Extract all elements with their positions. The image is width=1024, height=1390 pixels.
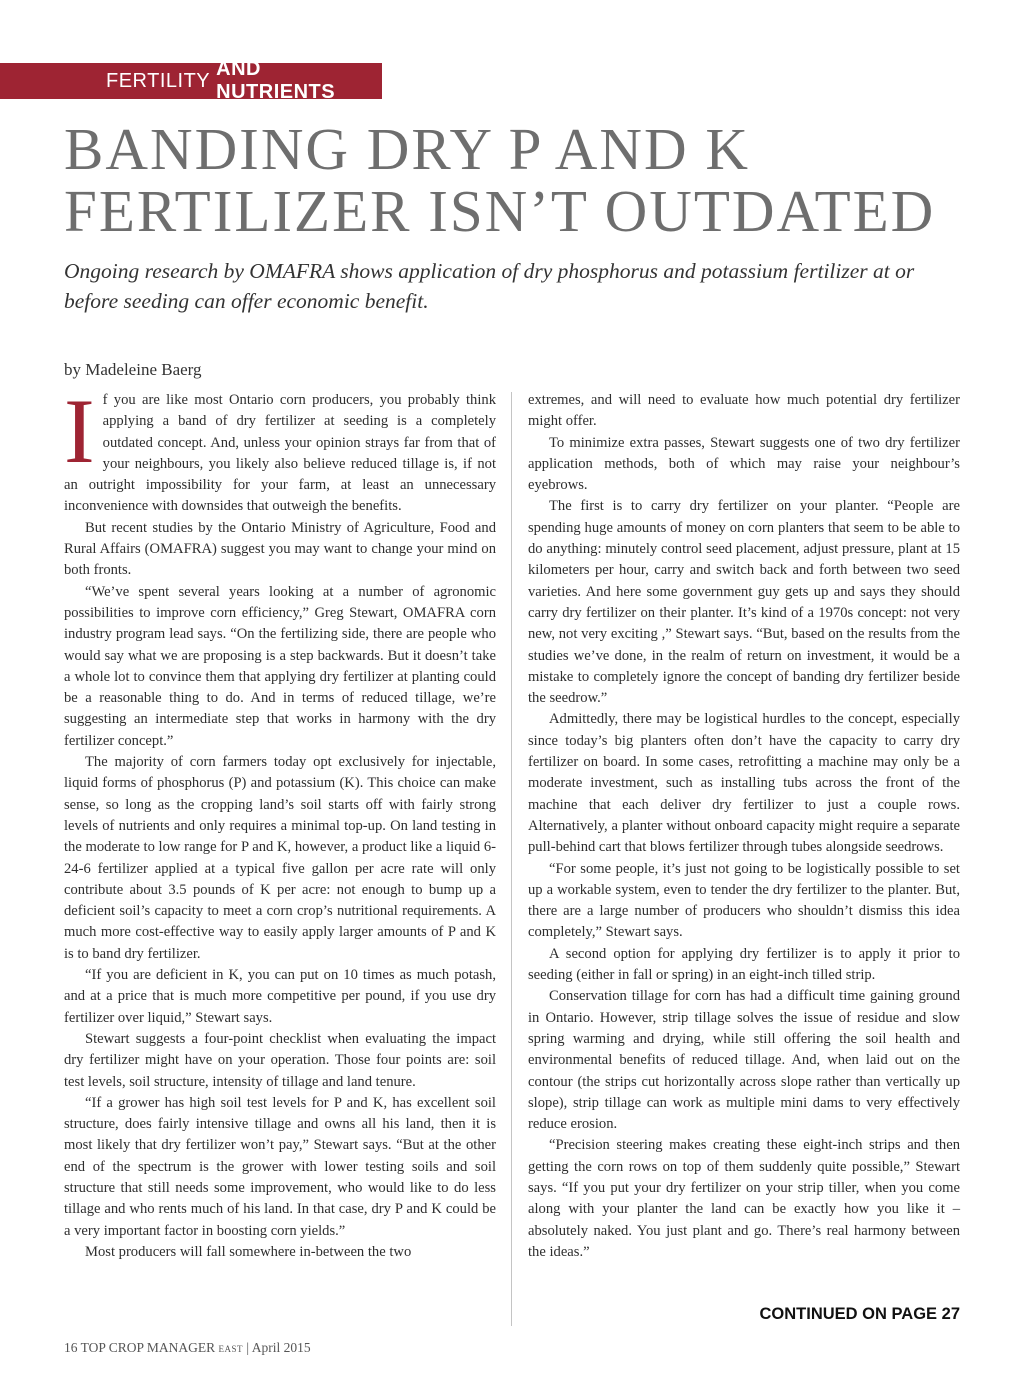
paragraph: To minimize extra passes, Stewart suggests one of two dry fertilizer application methods, both of which may raise your neighbour’s eyebrows. — [528, 434, 960, 494]
issue-date: April 2015 — [251, 1340, 311, 1355]
paragraph: “For some people, it’s just not going to be logistically possible to set up a workable system, even to tender the dry fertilizer to the planter. But, there are a large number of producers who shouldn’t dismiss this idea completely,” Stewart says. — [528, 860, 960, 941]
paragraph: “If a grower has high soil test levels for P and K, has excellent soil structure, does fairly intensive tillage and owns all his land, then it is most likely that dry fertilizer won’t pay,” Stewart says. “But at the other end of the spectrum is the grower with lower testing soils and soil structure that still needs some improvement, who would like to do less tillage and who rents much of his land. In that case, dry P and K could be a very important factor in boosting corn yields.” — [64, 1094, 496, 1239]
footer-separator: | — [246, 1340, 250, 1355]
page-number: 16 — [64, 1340, 78, 1355]
magazine-name: TOP CROP MANAGER — [80, 1340, 216, 1355]
section-banner — [0, 58, 382, 103]
drop-cap: I — [64, 380, 95, 482]
section-banner-bold: AND NUTRIENTS — [216, 58, 336, 103]
article-deck: Ongoing research by OMAFRA shows application of dry phosphorus and potassium fertilizer at or before seeding can offer economic benefit. — [64, 259, 915, 313]
article-column-right — [528, 390, 960, 1263]
section-banner-light: FERTILITY — [106, 69, 211, 92]
page-footer — [64, 1340, 311, 1356]
paragraph: The majority of corn farmers today opt exclusively for injectable, liquid forms of phosphorus (P) and potassium (K). This choice can make sense, so long as the cropping land’s soil starts off with fairly strong levels of nutrients and only requires a minimal top-up. On land testing in the moderate to low range for P and K, however, a product like a liquid 6-24-6 fertilizer applied at a typical five gallon per acre rate will only contribute about 3.5 pounds of K per acre: not enough to bump up a deficient soil’s capacity to meet a corn crop’s nutritional requirements. A much more cost-effective way to easily apply larger amounts of P and K is to band dry fertilizer. — [64, 754, 496, 962]
continued-on-link[interactable]: CONTINUED ON PAGE 27 — [759, 1305, 960, 1323]
magazine-edition: EAST — [218, 1344, 244, 1354]
paragraph: Admittedly, there may be logistical hurdles to the concept, especially since today’s big planters often don’t have the capacity to carry dry fertilizer on board. In some cases, retrofitting a machine may only be a moderate investment, such as installing tubs across the front of the machine that each deliver dry fertilizer to just a couple rows. Alternatively, a planter without onboard capacity might require a separate pull-behind cart that blows fertilizer through tubes alongside seedrows. — [528, 711, 960, 856]
headline-line-1: BANDING DRY P AND K — [64, 116, 750, 182]
paragraph: “We’ve spent several years looking at a number of agronomic possibilities to improve corn efficiency,” Greg Stewart, OMAFRA corn industry program lead says. “On the fertilizing side, there are people who would say what we are proposing is a step backwards. But it doesn’t take a whole lot to convince them that applying dry fertilizer at planting could be a reasonable thing to do. And in terms of reduced tillage, we’re suggesting an intermediate step that works in harmony with the dry fertilizer concept.” — [64, 583, 496, 749]
paragraph: A second option for applying dry fertilizer is to apply it prior to seeding (either in fall or spring) in an eight-inch tilled strip. — [528, 945, 960, 984]
paragraph — [64, 380, 496, 518]
paragraph: Conservation tillage for corn has had a difficult time gaining ground in Ontario. However, strip tillage solves the issue of residue and slow spring warming and drying, while still offering the soil health and environmental benefits of reduced tillage. And, when laid out on the contour (the strips cut horizontally across slope rather than vertically up slope), strip tillage can work as multiple mini dams to very effectively reduce erosion. — [528, 988, 960, 1133]
column-divider — [511, 392, 512, 1326]
paragraph: But recent studies by the Ontario Ministry of Agriculture, Food and Rural Affairs (OMAFRA) suggest you may want to change your mind on both fronts. — [64, 519, 496, 579]
article-column-left — [64, 380, 496, 1263]
paragraph: extremes, and will need to evaluate how much potential dry fertilizer might offer. — [528, 392, 960, 430]
headline-line-2: FERTILIZER ISN’T OUTDATED — [64, 178, 936, 244]
paragraph: The first is to carry dry fertilizer on your planter. “People are spending huge amounts of money on corn planters that seem to be able to do anything: minutely control seed placement, adjust pressure, plant at 15 kilometers per hour, carry and switch back and forth between two seed varieties. And here some government guy gets up and says they should carry dry fertilizer on their planter. It’s kind of a 1970s concept: not very new, not very exciting ,” Stewart says. “But, based on the results from the studies we’ve done, in the realm of return on investment, it would be a mistake to completely ignore the concept of banding dry fertilizer beside the seedrow.” — [528, 498, 960, 707]
paragraph: “If you are deficient in K, you can put on 10 times as much potash, and at a price that is much more competitive per pound, if you use dry fertilizer over liquid,” Stewart says. — [64, 967, 496, 1026]
paragraph: “Precision steering makes creating these eight-inch strips and then getting the corn rows on top of them suddenly quite possible,” Stewart says. “If you put your dry fertilizer on your strip tiller, when you come along with your planter the land can be exactly how you like it – absolutely naked. You just plant and go. There’s real harmony between the ideas.” — [528, 1137, 960, 1260]
article-headline — [64, 118, 984, 242]
paragraph: Stewart suggests a four-point checklist when evaluating the impact dry fertilizer might have on your operation. Those four points are: soil test levels, soil structure, intensity of tillage and land tenure. — [64, 1030, 496, 1090]
byline: by Madeleine Baerg — [64, 360, 202, 379]
paragraph: Most producers will fall somewhere in-between the two — [85, 1243, 412, 1260]
paragraph-text: f you are like most Ontario corn producers, you probably think applying a band of dry fertilizer at seeding is a completely outdated concept. And, unless your opinion strays far from that of your neighbours, you likely also believe reduced tillage is, if not an outright impossibility for your farm, at least an unnecessary inconvenience with downsides that outweigh the benefits. — [64, 392, 496, 515]
